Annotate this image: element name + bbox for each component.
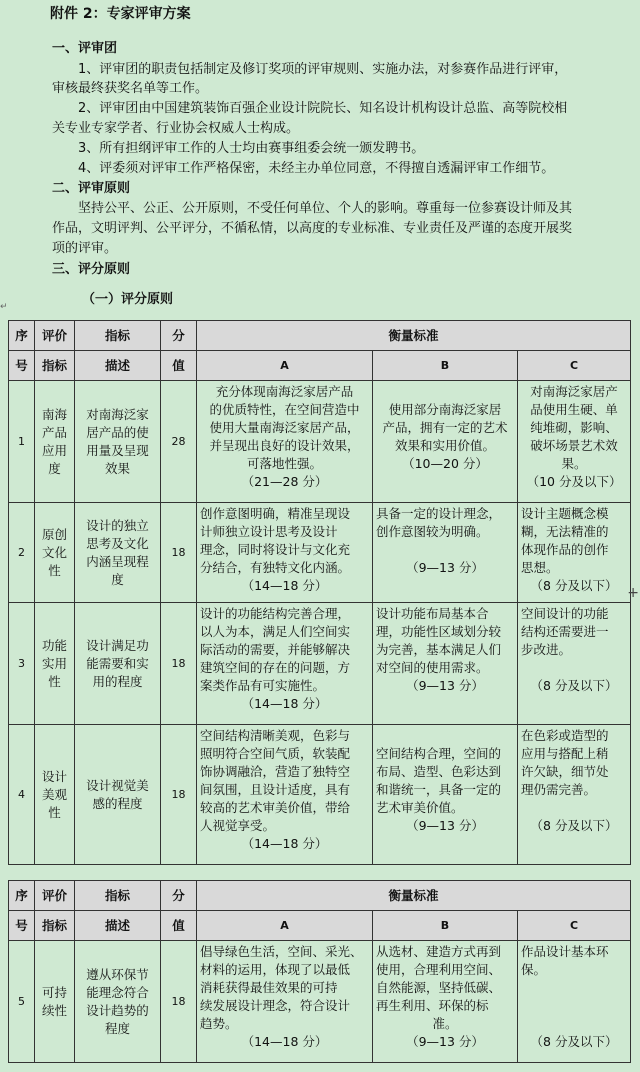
scoring-table-1 <box>8 320 631 865</box>
score-range-c: （8 分及以下） <box>530 818 618 833</box>
header-score: 分 <box>161 881 197 911</box>
header-b: B <box>373 911 518 941</box>
criteria-c: 在色彩或造型的 应用与搭配上稍 许欠缺，细节处 理仍需完善。 （8 分及以下） <box>518 725 631 865</box>
row-score: 18 <box>161 725 197 865</box>
row-indicator: 功能 实用 性 <box>35 603 75 725</box>
criteria-b: 设计功能布局基本合 理，功能性区域划分较 为完善，基本满足人们 对空间的使用需求。 （9—13 分） <box>373 603 518 725</box>
score-range-c: （10 分及以下） <box>526 474 622 489</box>
table-row <box>9 381 631 503</box>
row-number: 2 <box>9 503 35 603</box>
header-seq: 序 <box>9 321 35 351</box>
section-3-title: 三、评分原则 <box>52 262 131 277</box>
row-score: 18 <box>161 941 197 1063</box>
score-range-a: （14—18 分） <box>241 1034 328 1049</box>
section-1-title: 一、评审团 <box>52 41 118 56</box>
row-description: 设计满足功 能需要和实 用的程度 <box>75 603 161 725</box>
criteria-a: 空间结构清晰美观，色彩与 照明符合空间气质，软装配 饰协调融洽，营造了独特空 间氛围，且设计适度，具有 较高的艺术审美价值，带给 人视觉享受。 （14—18 分） <box>197 725 373 865</box>
attachment-title: 附件 2：专家评审方案 <box>50 6 191 22</box>
score-range-b: （9—13 分） <box>406 1034 484 1049</box>
header-desc: 指标 <box>75 881 161 911</box>
score-range-b: （9—13 分） <box>406 560 484 575</box>
row-number: 4 <box>9 725 35 865</box>
section-2-title: 二、评审原则 <box>52 181 131 196</box>
s1-p4: 4、评委须对评审工作严格保密，未经主办单位同意，不得擅自透漏评审工作细节。 <box>78 161 555 176</box>
header-standard: 衡量标准 <box>197 321 631 351</box>
header-indicator-2: 指标 <box>35 351 75 381</box>
table-row <box>9 503 631 603</box>
score-range-a: （14—18 分） <box>241 696 328 711</box>
criteria-c: 作品设计基本环 保。 （8 分及以下） <box>518 941 631 1063</box>
criteria-b: 使用部分南海泛家居 产品，拥有一定的艺术 效果和实用价值。 （10—20 分） <box>373 381 518 503</box>
header-standard: 衡量标准 <box>197 881 631 911</box>
scoring-table-2 <box>8 880 631 1063</box>
criteria-a: 充分体现南海泛家居产品 的优质特性，在空间营造中 使用大量南海泛家居产品， 并呈现出良好的设计效果， 可落地性强。 （21—28 分） <box>197 381 373 503</box>
table-header-row <box>9 881 631 911</box>
header-desc: 指标 <box>75 321 161 351</box>
criteria-c: 设计主题概念模 糊，无法精准的 体现作品的创作 思想。 （8 分及以下） <box>518 503 631 603</box>
score-range-c: （8 分及以下） <box>530 578 618 593</box>
criteria-a: 创作意图明确，精准呈现设 计师独立设计思考及设计 理念，同时将设计与文化充 分结合，有独特文化内涵。 （14—18 分） <box>197 503 373 603</box>
score-range-c: （8 分及以下） <box>530 678 618 693</box>
row-indicator: 南海 产品 应用 度 <box>35 381 75 503</box>
header-desc-2: 描述 <box>75 911 161 941</box>
header-score: 分 <box>161 321 197 351</box>
row-number: 1 <box>9 381 35 503</box>
row-indicator: 可持 续性 <box>35 941 75 1063</box>
header-b: B <box>373 351 518 381</box>
table-subheader-row <box>9 351 631 381</box>
score-range-c: （8 分及以下） <box>530 1034 618 1049</box>
header-score-2: 值 <box>161 911 197 941</box>
header-a: A <box>197 351 373 381</box>
row-score: 28 <box>161 381 197 503</box>
criteria-b: 从选材、建造方式再到 使用，合理利用空间、 自然能源，坚持低碳、 再生利用、环保的标 准。 （9—13 分） <box>373 941 518 1063</box>
row-description: 对南海泛家 居产品的使 用量及呈现 效果 <box>75 381 161 503</box>
header-c: C <box>518 351 631 381</box>
score-range-a: （21—28 分） <box>241 474 328 489</box>
section-3-subtitle: （一）评分原则 <box>82 292 174 307</box>
table-row <box>9 603 631 725</box>
table-row <box>9 725 631 865</box>
score-range-b: （9—13 分） <box>406 678 484 693</box>
header-score-2: 值 <box>161 351 197 381</box>
table-subheader-row <box>9 911 631 941</box>
table-header-row <box>9 321 631 351</box>
s1-p2-line2: 关专业专家学者、行业协会权威人士构成。 <box>52 121 300 136</box>
criteria-c: 空间设计的功能 结构还需要进一 步改进。 （8 分及以下） <box>518 603 631 725</box>
add-row-plus-icon[interactable]: + <box>627 585 639 601</box>
s1-p2-line1: 2、评审团由中国建筑装饰百强企业设计院院长、知名设计机构设计总监、高等院校相 <box>78 101 568 116</box>
criteria-a: 设计的功能结构完善合理， 以人为本，满足人们空间实 际活动的需要，并能够解决 建筑空间的存在的问题，方 案类作品有可实施性。 （14—18 分） <box>197 603 373 725</box>
header-desc-2: 描述 <box>75 351 161 381</box>
row-indicator: 设计 美观 性 <box>35 725 75 865</box>
s2-p1-line3: 项的评审。 <box>52 241 118 256</box>
table-row <box>9 941 631 1063</box>
s1-p3: 3、所有担纲评审工作的人士均由赛事组委会统一颁发聘书。 <box>78 141 425 156</box>
row-score: 18 <box>161 503 197 603</box>
paragraph-arrow-icon: ↵ <box>0 302 8 312</box>
criteria-a: 倡导绿色生活，空间、采光、 材料的运用，体现了以最低 消耗获得最佳效果的可持 续发展设计理念，符合设计 趋势。 （14—18 分） <box>197 941 373 1063</box>
score-range-b: （9—13 分） <box>406 818 484 833</box>
s1-p1-line1: 1、评审团的职责包括制定及修订奖项的评审规则、实施办法，对参赛作品进行评审， <box>78 62 568 77</box>
row-description: 设计的独立 思考及文化 内涵呈现程 度 <box>75 503 161 603</box>
criteria-c: 对南海泛家居产 品使用生硬、单 纯堆砌，影响、 破坏场景艺术效 果。 （10 分及以下） <box>518 381 631 503</box>
score-range-b: （10—20 分） <box>402 456 488 471</box>
header-a: A <box>197 911 373 941</box>
row-description: 遵从环保节 能理念符合 设计趋势的 程度 <box>75 941 161 1063</box>
header-c: C <box>518 911 631 941</box>
row-description: 设计视觉美 感的程度 <box>75 725 161 865</box>
header-seq-2: 号 <box>9 911 35 941</box>
header-seq-2: 号 <box>9 351 35 381</box>
row-number: 3 <box>9 603 35 725</box>
header-indicator: 评价 <box>35 881 75 911</box>
score-range-a: （14—18 分） <box>241 578 328 593</box>
s2-p1-line1: 坚持公平、公正、公开原则，不受任何单位、个人的影响。尊重每一位参赛设计师及其 <box>78 201 573 216</box>
row-indicator: 原创 文化 性 <box>35 503 75 603</box>
header-seq: 序 <box>9 881 35 911</box>
criteria-b: 具备一定的设计理念， 创作意图较为明确。 （9—13 分） <box>373 503 518 603</box>
header-indicator: 评价 <box>35 321 75 351</box>
s1-p1-line2: 审核最终获奖名单等工作。 <box>52 81 209 96</box>
s2-p1-line2: 作品，文明评判、公平评分，不循私情，以高度的专业标准、专业责任及严谨的态度开展奖 <box>52 221 573 236</box>
row-number: 5 <box>9 941 35 1063</box>
row-score: 18 <box>161 603 197 725</box>
header-indicator-2: 指标 <box>35 911 75 941</box>
criteria-b: 空间结构合理，空间的 布局、造型、色彩达到 和谐统一，具备一定的 艺术审美价值。 （9—13 分） <box>373 725 518 865</box>
score-range-a: （14—18 分） <box>241 836 328 851</box>
